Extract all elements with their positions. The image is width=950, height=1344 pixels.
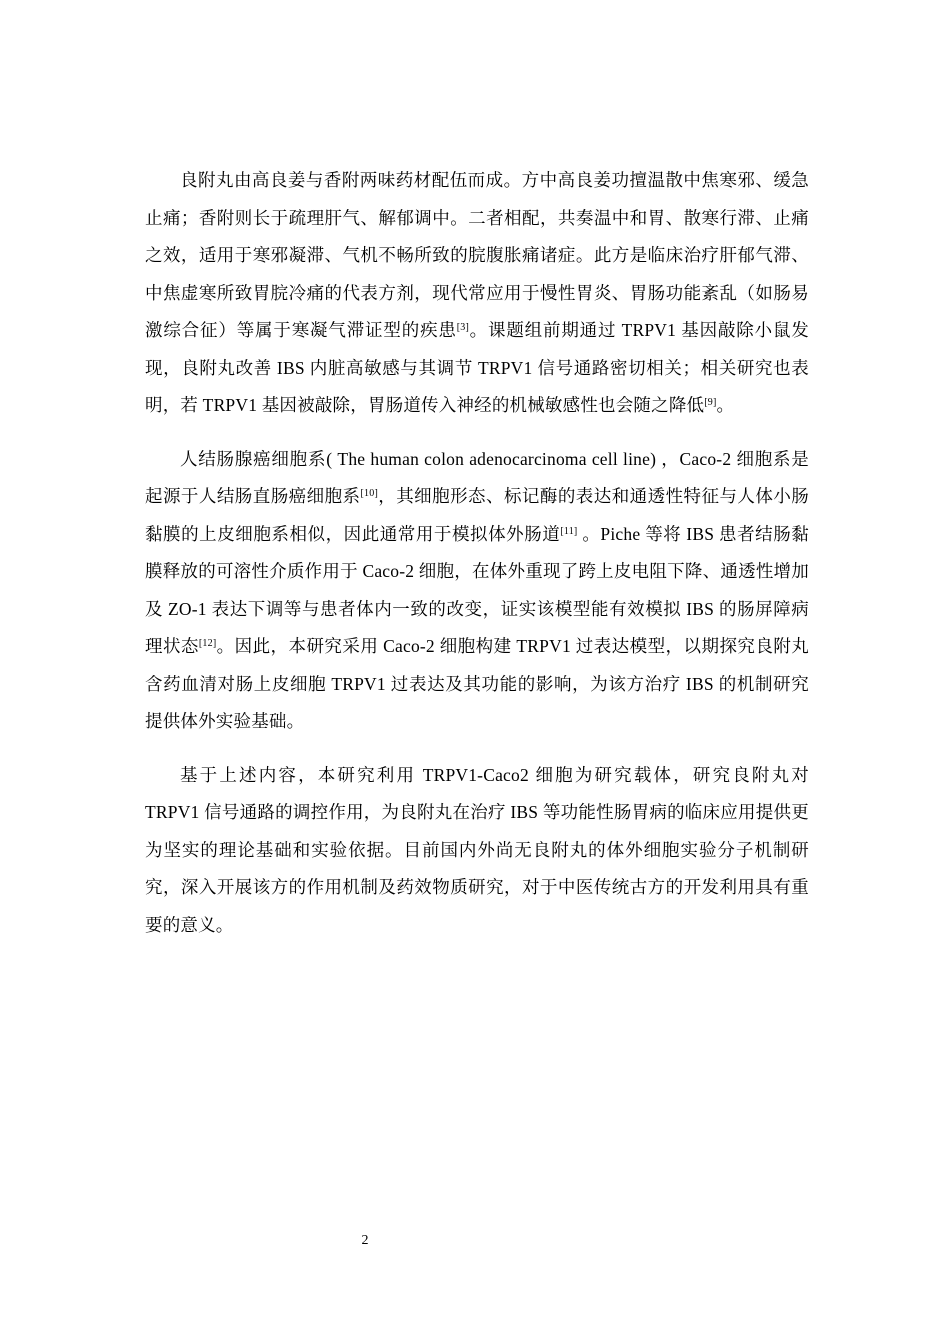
page-number: 2: [361, 1233, 369, 1248]
paragraph: [145, 441, 809, 741]
paragraph-text: 。课题组前期通过 TRPV1 基因敲除小鼠发现，良附丸改善 IBS 内脏高敏感与其调节 TRPV1 信号通路密切相关；相关研究也表明，若 TRPV1 基因被敲除，胃肠道传入神经的机械敏感性也会随之降低: [145, 320, 809, 415]
paragraph-text: ，其细胞形态、标记酶的表达和通透性特征与人体小肠黏膜的上皮细胞系相似，因此通常用于模拟体外肠道: [145, 486, 809, 544]
citation-reference: [9]: [704, 397, 717, 408]
citation-reference: [10]: [360, 488, 378, 499]
paragraph: [145, 757, 809, 945]
paragraph-text: 基于上述内容，本研究利用 TRPV1-Caco2 细胞为研究载体，研究良附丸对 TRPV1 信号通路的调控作用，为良附丸在治疗 IBS 等功能性肠胃病的临床应用提供更为坚实的理论基础和实验依据。目前国内外尚无良附丸的体外细胞实验分子机制研究，深入开展该方的作用机制及药效物质研究，对于中医传统古方的开发利用具有重要的意义。: [145, 764, 809, 935]
citation-reference: [3]: [456, 322, 470, 333]
paragraph-text: 。Piche 等将 IBS 患者结肠黏膜释放的可溶性介质作用于 Caco-2 细胞，在体外重现了跨上皮电阻下降、通透性增加及 ZO-1 表达下调等与患者体内一致的改变，证实该模型能有效模拟 IBS 的肠屏障病理状态: [145, 523, 809, 656]
body-text: [145, 162, 809, 960]
paragraph: [145, 162, 809, 425]
citation-reference: [12]: [198, 638, 217, 649]
paragraph-text: 人结肠腺癌细胞系( The human colon adenocarcinoma cell line) ，Caco-2 细胞系是起源于人结肠直肠癌细胞系: [145, 448, 809, 506]
citation-reference: [11]: [560, 525, 578, 537]
paragraph-text: 良附丸由高良姜与香附两味药材配伍而成。方中高良姜功擅温散中焦寒邪、缓急止痛；香附则长于疏理肝气、解郁调中。二者相配，共奏温中和胃、散寒行滞、止痛之效，适用于寒邪凝滞、气机不畅所致的脘腹胀痛诸症。此方是临床治疗肝郁气滞、中焦虚寒所致胃脘冷痛的代表方剂，现代常应用于慢性胃炎、胃肠功能紊乱（如肠易激综合征）等属于寒凝气滞证型的疾患: [145, 170, 809, 340]
paragraph-text: 。因此，本研究采用 Caco-2 细胞构建 TRPV1 过表达模型，以期探究良附丸含药血清对肠上皮细胞 TRPV1 过表达及其功能的影响，为该方治疗 IBS 的机制研究提供体外实验基础。: [145, 636, 810, 731]
paragraph-text: 。: [716, 395, 735, 415]
